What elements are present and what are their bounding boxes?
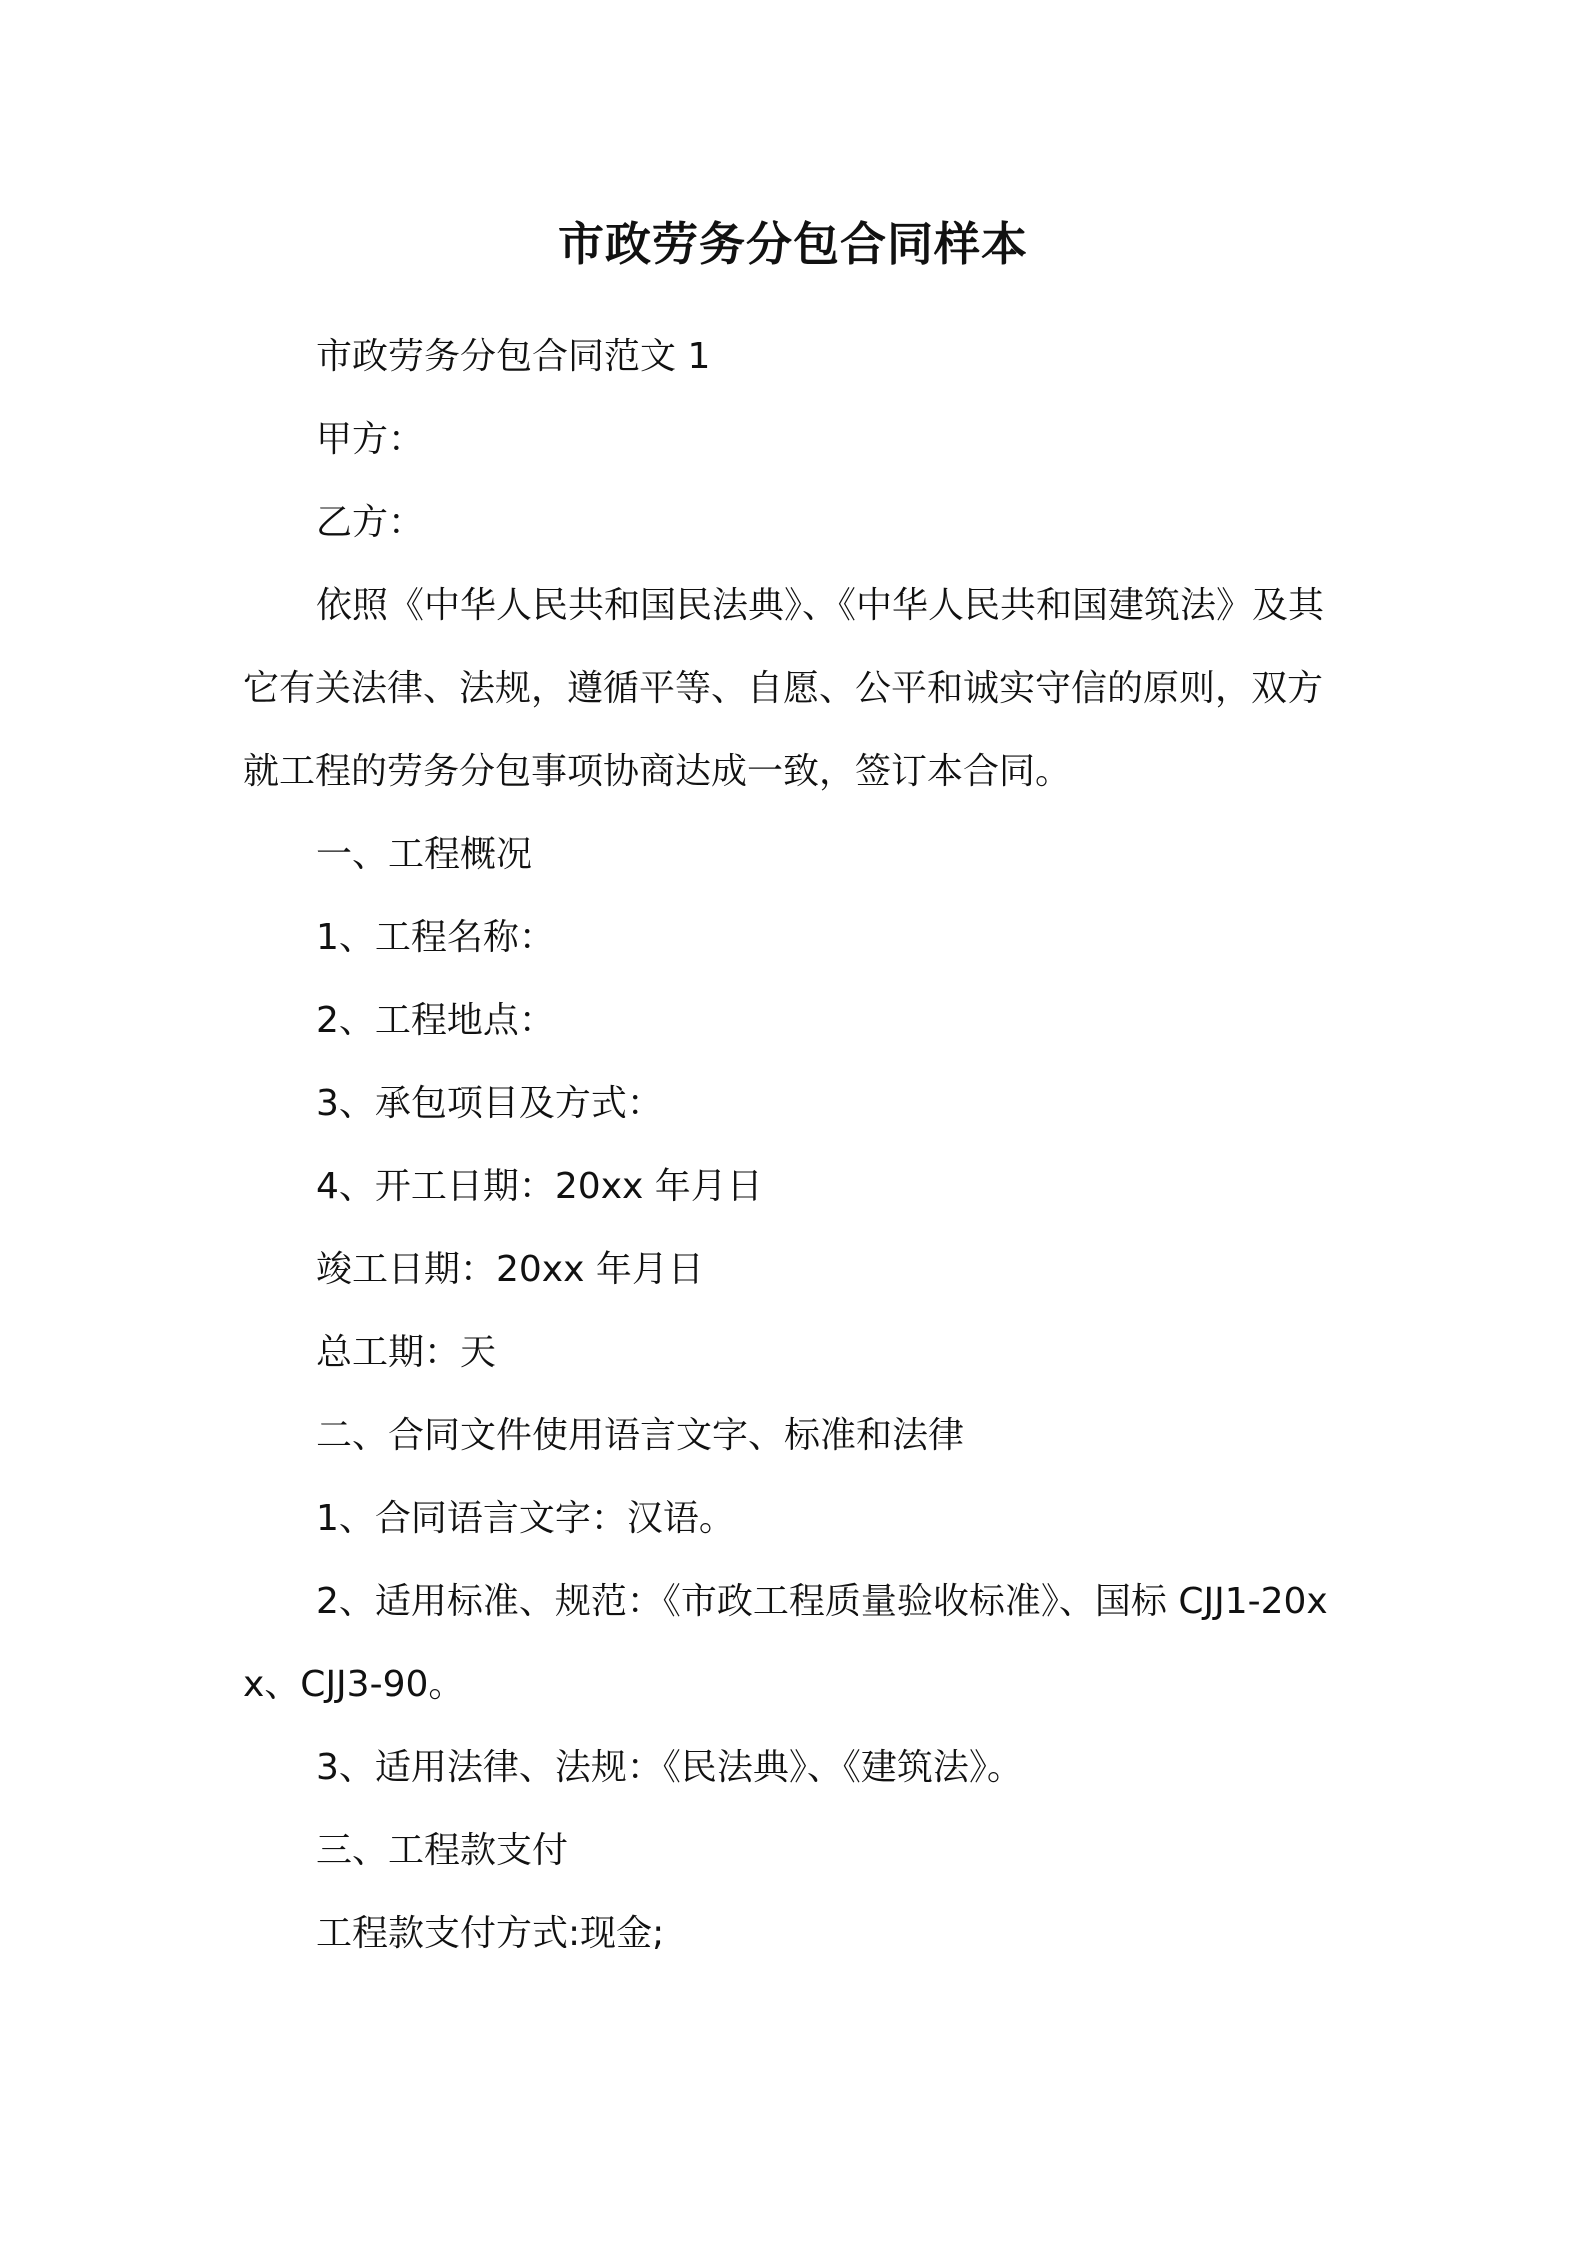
paragraph-party-a: 甲方： [316,419,425,460]
paragraph-total-duration: 总工期：天 [316,1332,497,1373]
section-heading-payment: 三、工程款支付 [316,1830,569,1871]
paragraph-party-b: 乙方： [316,502,425,543]
section-heading-project-overview: 一、工程概况 [316,834,533,875]
paragraph-contract-sample-heading: 市政劳务分包合同范文 1 [316,336,711,377]
paragraph-contract-language: 1、合同语言文字：汉语。 [316,1498,735,1539]
paragraph-project-location: 2、工程地点： [316,1000,555,1041]
paragraph-payment-method: 工程款支付方式:现金; [316,1913,665,1954]
document-title: 市政劳务分包合同样本 [558,217,1028,271]
section-heading-language-standards-law: 二、合同文件使用语言文字、标准和法律 [316,1415,965,1456]
paragraph-completion-date: 竣工日期：20xx 年月日 [316,1249,704,1290]
paragraph-preamble: 依照《中华人民共和国民法典》、《中华人民共和国建筑法》及其它有关法律、法规，遵循平等、自愿、公平和诚实守信的原则，双方就工程的劳务分包事项协商达成一致，签订本合同。 [243,585,1325,792]
paragraph-project-name: 1、工程名称： [316,917,555,958]
paragraph-start-date: 4、开工日期：20xx 年月日 [316,1166,763,1207]
paragraph-applicable-laws: 3、适用法律、法规：《民法典》、《建筑法》。 [316,1747,1023,1788]
document-body [243,315,1353,1975]
paragraph-applicable-standards: 2、适用标准、规范：《市政工程质量验收标准》、国标 CJJ1-20xx、CJJ3-90。 [243,1581,1328,1705]
paragraph-contract-scope: 3、承包项目及方式： [316,1083,663,1124]
